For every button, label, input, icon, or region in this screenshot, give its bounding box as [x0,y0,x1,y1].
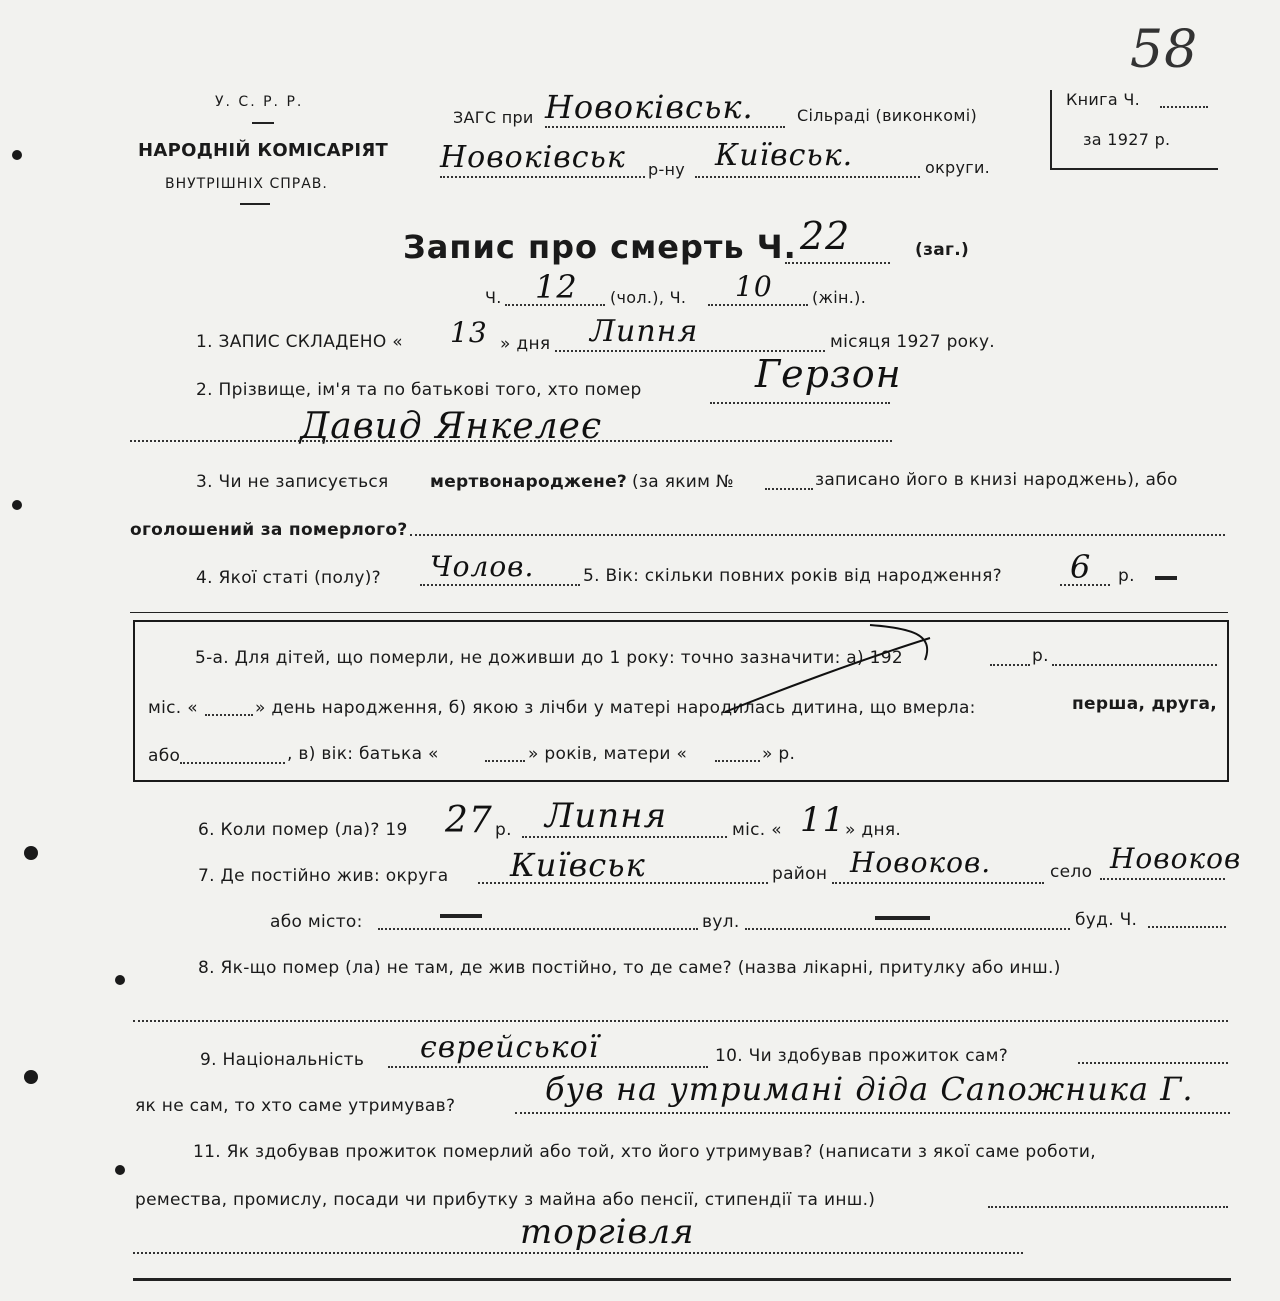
male-prefix: Ч. [485,288,502,307]
field7-selo-line [1100,878,1225,880]
punch-hole [12,500,22,510]
field3-declared: оголошений за померлого? [130,520,408,540]
field1-mid: » дня [500,334,551,354]
punch-hole [24,846,38,860]
field5a-line1: 5-а. Для дітей, що померли, не доживши до 1 року: точно зазначити: а) 192 [195,648,904,668]
field5a-line3a: або [148,746,181,766]
field7-okrug-line [478,882,768,884]
field11-value: торгівля [520,1212,695,1252]
field3-label: 3. Чи не записується [196,472,389,492]
zags-value: Новоківськ. [545,88,754,126]
field3-stillborn: мертвонароджене? [430,472,628,492]
field1-day: 13 [450,316,488,349]
field5-dash [1155,576,1177,580]
punch-hole [115,975,125,985]
field10b-value: був на утримані діда Сапожника Г. [545,1070,1194,1108]
field6-day: 11 [800,800,846,840]
field9-label: 9. Національність [200,1050,365,1070]
field7b-bud-line [1148,926,1226,928]
field10-label: 10. Чи здобував прожиток сам? [715,1046,1009,1066]
field6-mis: міс. « [732,820,782,840]
field7b-city-line [378,928,698,930]
field10b-label: як не сам, то хто саме утримував? [135,1096,456,1116]
field5a-month-line [205,714,253,716]
field2-label: 2. Прізвище, ім'я та по батькові того, хто помер [196,380,642,400]
field3-suffix: записано його в книзі народжень), або [815,470,1178,490]
field3-number-line [765,488,813,490]
field6-suffix: » дня. [845,820,902,840]
field5a-father-line [485,760,525,762]
field7b-bud: буд. Ч. [1075,910,1138,930]
bottom-rule [133,1278,1231,1281]
field9-value: єврейської [420,1030,600,1065]
field7-selo: Новоков [1110,842,1242,875]
field5-value: 6 [1070,548,1092,586]
field5-suffix: р. [1118,566,1135,586]
section-rule [130,612,1228,613]
punch-hole [24,1070,38,1084]
field7-okrug: Київськ [510,846,646,884]
record-suffix: (заг.) [915,240,970,260]
field6-r: р. [495,820,512,840]
field2-surname: Герзон [755,352,902,396]
field1-suffix: місяця 1927 року. [830,332,996,352]
field11-line2-fill [988,1206,1228,1208]
district-label: р-ну [648,160,686,179]
zags-prefix: ЗАГС при [453,108,534,127]
book-box-bottom [1050,168,1218,170]
field7b-city-dash [440,914,482,918]
commissariat-title: НАРОДНІЙ КОМІСАРІЯТ [138,140,389,161]
field3-line2 [410,534,1225,536]
strike-through-mark [720,620,950,720]
female-suffix: (жін.). [812,288,867,307]
field5a-year-line [990,664,1030,666]
field7-raion: Новоков. [850,846,992,879]
field2-line2 [130,440,892,442]
field6-label: 6. Коли помер (ла)? 19 [198,820,408,840]
field8-label: 8. Як-що помер (ла) не там, де жив постійно, то де саме? (назва лікарні, притулку або инш.) [198,958,1061,978]
record-title: Запис про смерть Ч. [403,228,797,266]
female-line [708,304,808,306]
book-line [1160,106,1208,108]
district-value: Новоківськ [440,140,626,175]
field7-raion-line [832,882,1044,884]
field7b-vul: вул. [702,912,740,932]
corner-number: 58 [1130,20,1199,80]
field5a-line3b: , в) вік: батька « [287,744,439,764]
field7b-label: або місто: [270,912,363,932]
field5-line [1060,584,1110,586]
field1-month: Липня [590,314,699,349]
field8-line [133,1020,1228,1022]
okrug-label: округи. [925,158,991,177]
field10-line [1078,1062,1228,1064]
field7b-vul-line [745,928,1070,930]
divider [240,203,270,205]
field6-month: Липня [545,796,668,836]
country-label: У. С. Р. Р. [215,94,304,110]
male-suffix: (чол.), Ч. [610,288,687,307]
field5a-line2c: перша, друга, [1072,694,1218,714]
field5a-line3c: » років, матери « [528,744,688,764]
divider [252,122,274,124]
okrug-value: Київськ. [715,138,854,173]
district-line [440,176,645,178]
field4-line [420,584,580,586]
male-count: 12 [535,268,578,306]
book-year: за 1927 р. [1083,130,1171,149]
field5a-line2a: міс. « [148,698,198,718]
field7-label: 7. Де постійно жив: округа [198,866,449,886]
zags-line [545,126,785,128]
field5-label: 5. Вік: скільки повних років від народження? [583,566,1002,586]
field5a-mother-line [715,760,760,762]
field5a-or-line [180,762,285,764]
field5a-line3d: » р. [762,744,796,764]
field2-line [710,402,890,404]
field6-month-line [522,836,727,838]
council-label: Сільраді (виконкомі) [797,106,978,125]
field9-line [388,1066,708,1068]
female-count: 10 [735,270,773,303]
field1-label: 1. ЗАПИС СКЛАДЕНО « [196,332,403,352]
field11-line2: ремества, промислу, посади чи прибутку з майна або пенсії, стипендії та инш.) [135,1190,876,1210]
field5a-line1-tail [1052,664,1217,666]
record-number: 22 [800,214,851,258]
field11-line1: 11. Як здобував прожиток померлий або той, хто його утримував? (написати з якої саме роботи, [193,1142,1096,1162]
male-line [505,304,605,306]
book-label: Книга Ч. [1066,90,1140,109]
punch-hole [12,150,22,160]
field4-label: 4. Якої статі (полу)? [196,568,381,588]
field2-names: Давид Янкелеє [300,406,603,447]
field6-year: 27 [445,800,493,841]
field3-number-label: (за яким № [632,472,734,492]
field4-value: Чолов. [430,550,535,583]
field11-value-line [133,1252,1023,1254]
field10b-line [515,1112,1230,1114]
field7-raion-label: район [772,864,828,884]
commissariat-subtitle: ВНУТРІШНІХ СПРАВ. [165,176,328,192]
punch-hole [115,1165,125,1175]
okrug-line [695,176,920,178]
field5a-line1-suffix: р. [1032,646,1049,666]
book-box-left [1050,90,1052,168]
field5a-line2b: » день народження, б) якою з лічби у матері народилась дитина, що вмерла: [255,698,976,718]
record-number-line [785,262,890,264]
field7b-vul-dash [875,916,930,920]
field7-selo-label: село [1050,862,1093,882]
